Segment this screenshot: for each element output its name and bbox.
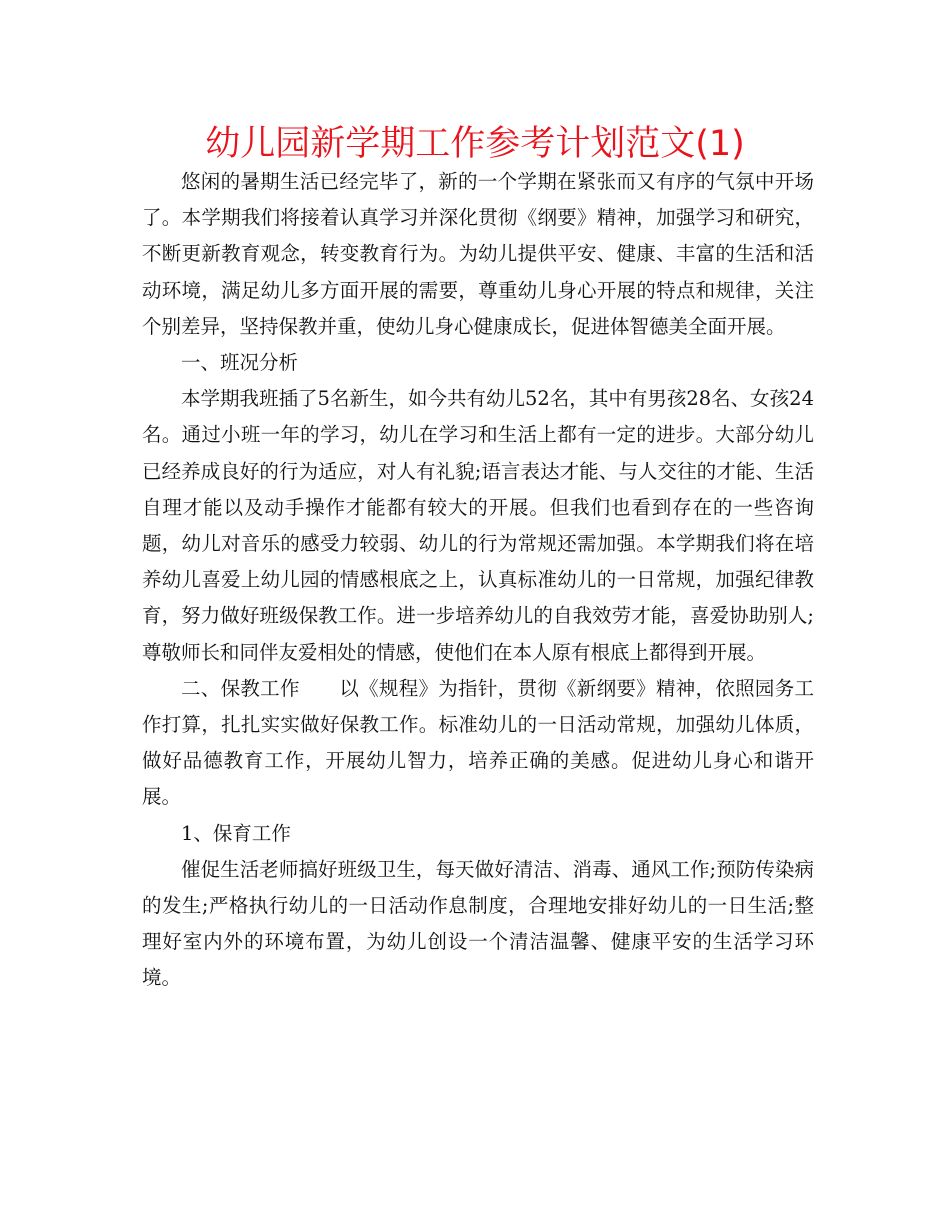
paragraph-intro: 悠闲的暑期生活已经完毕了，新的一个学期在紧张而又有序的气氛中开场了。本学期我们将接着认真学习并深化贯彻《纲要》精神，加强学习和研究，不断更新教育观念，转变教育行为。为幼儿提供平安、健康、丰富的生活和活动环境，满足幼儿多方面开展的需要，尊重幼儿身心开展的特点和规律，关注个别差异，坚持保教并重，使幼儿身心健康成长，促进体智德美全面开展。 <box>142 170 814 338</box>
section-heading-care-work: 1、保育工作 <box>181 821 291 845</box>
paragraph-care-education: 二、保教工作 以《规程》为指针，贯彻《新纲要》精神，依照园务工作打算，扎扎实实做好保教工作。标准幼儿的一日活动常规，加强幼儿体质，做好品德教育工作，开展幼儿智力，培养正确的美感。促进幼儿身心和谐开展。 <box>142 676 814 809</box>
paragraph-class-analysis: 本学期我班插了5名新生，如今共有幼儿52名，其中有男孩28名、女孩24名。通过小班一年的学习，幼儿在学习和生活上都有一定的进步。大部分幼儿已经养成良好的行为适应，对人有礼貌;语言表达才能、与人交往的才能、生活自理才能以及动手操作才能都有较大的开展。但我们也看到存在的一些咨询题，幼儿对音乐的感受力较弱、幼儿的行为常规还需加强。本学期我们将在培养幼儿喜爱上幼儿园的情感根底之上，认真标准幼儿的一日常规，加强纪律教育，努力做好班级保教工作。进一步培养幼儿的自我效劳才能，喜爱协助别人;尊敬师长和同伴友爱相处的情感，使他们在本人原有根底上都得到开展。 <box>142 387 814 664</box>
section-heading-class-analysis: 一、班况分析 <box>181 351 299 375</box>
document-body <box>142 164 814 997</box>
document-title: 幼儿园新学期工作参考计划范文(1) <box>205 124 745 164</box>
paragraph-care-work: 催促生活老师搞好班级卫生，每天做好清洁、消毒、通风工作;预防传染病的发生;严格执行幼儿的一日活动作息制度，合理地安排好幼儿的一日生活;整理好室内外的环境布置，为幼儿创设一个清洁温馨、健康平安的生活学习环境。 <box>142 857 814 990</box>
